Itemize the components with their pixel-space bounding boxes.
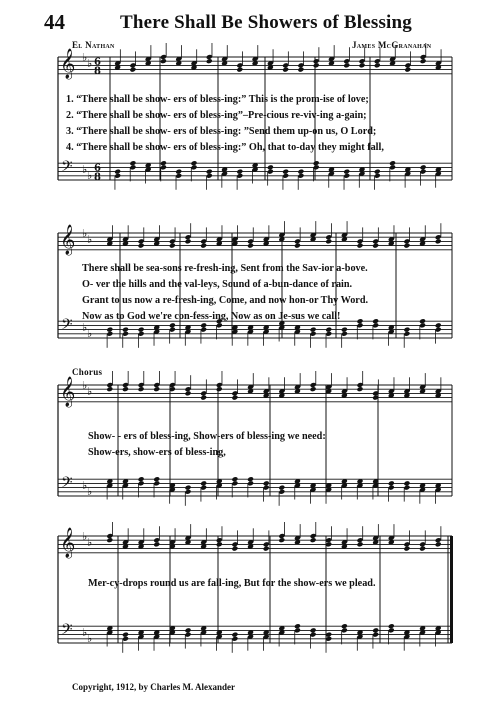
- treble-clef-icon: 𝄞: [60, 225, 76, 255]
- flat-icon: ♭: [87, 169, 93, 183]
- flat-icon: ♭: [82, 379, 88, 392]
- treble-clef-icon: 𝄞: [60, 377, 76, 407]
- flat-icon: ♭: [87, 233, 93, 246]
- flat-icon: ♭: [82, 163, 88, 177]
- flat-icon: ♭: [87, 485, 93, 499]
- verse-3-line: Grant to us now a re-fresh-ing, Come, and now hon-or Thy Word.: [82, 295, 369, 306]
- chorus-label: Chorus: [72, 367, 103, 377]
- svg-text:8: 8: [94, 172, 101, 184]
- bass-clef-icon: 𝄢: [61, 474, 73, 496]
- flat-icon: ♭: [87, 632, 93, 646]
- chorus-line: Mer-cy-drops round us are fall-ing, But for the show-ers we plead.: [88, 578, 376, 589]
- bass-clef-icon: 𝄢: [61, 158, 73, 180]
- flat-icon: ♭: [82, 626, 88, 640]
- verse-2-line: 2. “There shall be show- ers of bless-ing”–Pre-cious re-viv-ing a-gain;: [66, 110, 367, 121]
- verse-4-line: Now as to God we're con-fess-ing, Now as on Je-sus we call!: [82, 311, 341, 322]
- bass-clef-icon: 𝄢: [61, 316, 73, 338]
- svg-text:8: 8: [94, 66, 101, 77]
- flat-icon: ♭: [82, 227, 88, 240]
- verse-4-line: 4. “There shall be show- ers of bless-ing:” Oh, that to-day they might fall,: [66, 142, 384, 153]
- copyright: Copyright, 1912, by Charles M. Alexander: [72, 682, 235, 692]
- composer-credit: James McGranahan: [352, 40, 432, 50]
- verse-2-line: O- ver the hills and the val-leys, Sound of a-bun-dance of rain.: [82, 279, 353, 290]
- time-signature: 6: [94, 163, 101, 175]
- hymn-title: There Shall Be Showers of Blessing: [120, 12, 413, 33]
- flat-icon: ♭: [82, 51, 88, 64]
- verse-1-line: 1. “There shall be show- ers of bless-ing:” This is the prom-ise of love;: [66, 94, 369, 105]
- flat-icon: ♭: [87, 536, 93, 549]
- author-credit: El Nathan: [72, 40, 115, 50]
- flat-icon: ♭: [82, 530, 88, 543]
- chorus-line: Show- - ers of bless-ing, Show-ers of bless-ing we need:: [88, 431, 326, 442]
- treble-clef-icon: 𝄞: [60, 49, 76, 79]
- hymn-number: 44: [44, 10, 65, 34]
- flat-icon: ♭: [87, 57, 93, 70]
- flat-icon: ♭: [82, 321, 88, 335]
- flat-icon: ♭: [82, 479, 88, 493]
- flat-icon: ♭: [87, 385, 93, 398]
- bass-clef-icon: 𝄢: [61, 621, 73, 643]
- chorus-echo-line: Show-ers, show-ers of bless-ing,: [88, 447, 226, 458]
- time-signature: 6: [94, 57, 101, 68]
- verse-1-line: There shall be sea-sons re-fresh-ing, Sent from the Sav-ior a-bove.: [82, 263, 368, 274]
- treble-clef-icon: 𝄞: [60, 528, 76, 558]
- verse-3-line: 3. “There shall be show- ers of bless-ing: ”Send them up-on us, O Lord;: [66, 126, 377, 137]
- flat-icon: ♭: [87, 327, 93, 341]
